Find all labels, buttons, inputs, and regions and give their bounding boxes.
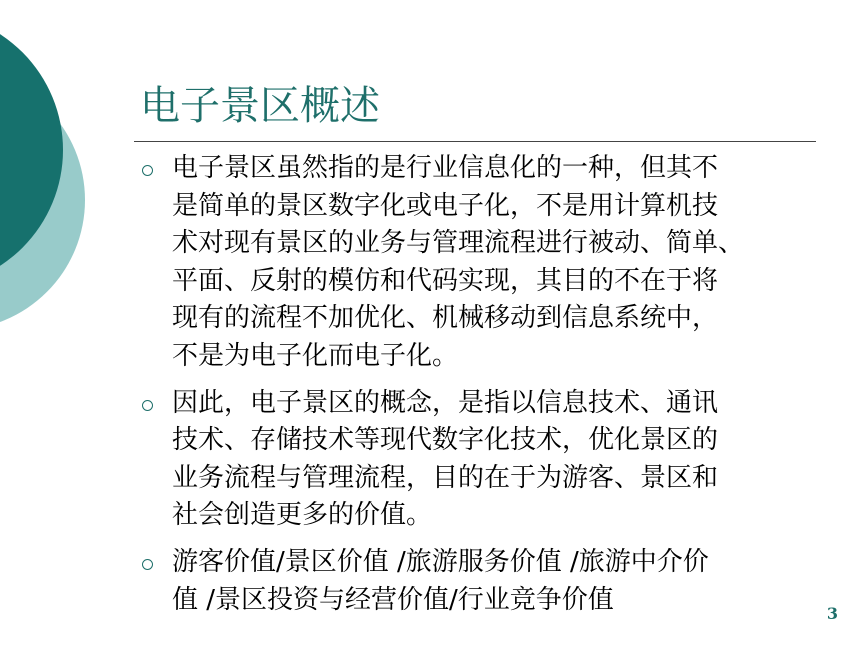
bullet-text-line: 是简单的景区数字化或电子化，不是用计算机技 bbox=[172, 190, 719, 221]
bullet-item-1 bbox=[142, 150, 822, 376]
slide-title: 电子景区概述 bbox=[140, 83, 380, 129]
bullet-text-line: 因此，电子景区的概念，是指以信息技术、通讯 bbox=[172, 387, 719, 418]
bullet-text-line: 技术、存储技术等现代数字化技术，优化景区的 bbox=[172, 425, 719, 456]
bullet-item-2 bbox=[142, 385, 822, 535]
bullet-text-line: 术对现有景区的业务与管理流程进行被动、简单、 bbox=[172, 228, 745, 259]
bullet-list bbox=[142, 150, 822, 628]
title-underline bbox=[134, 141, 816, 142]
page-number: 3 bbox=[826, 604, 838, 623]
bullet-text-line: 平面、反射的模仿和代码实现，其目的不在于将 bbox=[172, 265, 719, 296]
bullet-text-line: 业务流程与管理流程，目的在于为游客、景区和 bbox=[172, 462, 719, 493]
hollow-circle-bullet-icon bbox=[142, 400, 153, 411]
hollow-circle-bullet-icon bbox=[142, 165, 153, 176]
bullet-text-line: 不是为电子化而电子化。 bbox=[172, 340, 459, 371]
bullet-text-line: 社会创造更多的价值。 bbox=[172, 500, 433, 531]
bullet-text-line: 值 /景区投资与经营价值/行业竞争价值 bbox=[172, 584, 614, 615]
bullet-text-line: 电子景区虽然指的是行业信息化的一种，但其不 bbox=[172, 153, 719, 183]
bullet-text-line: 现有的流程不加优化、机械移动到信息系统中， bbox=[172, 303, 719, 334]
bullet-item-3 bbox=[142, 544, 822, 619]
hollow-circle-bullet-icon bbox=[142, 559, 153, 570]
bullet-text-line: 游客价值/景区价值 /旅游服务价值 /旅游中介价 bbox=[172, 546, 709, 577]
decorative-circles bbox=[0, 0, 140, 360]
